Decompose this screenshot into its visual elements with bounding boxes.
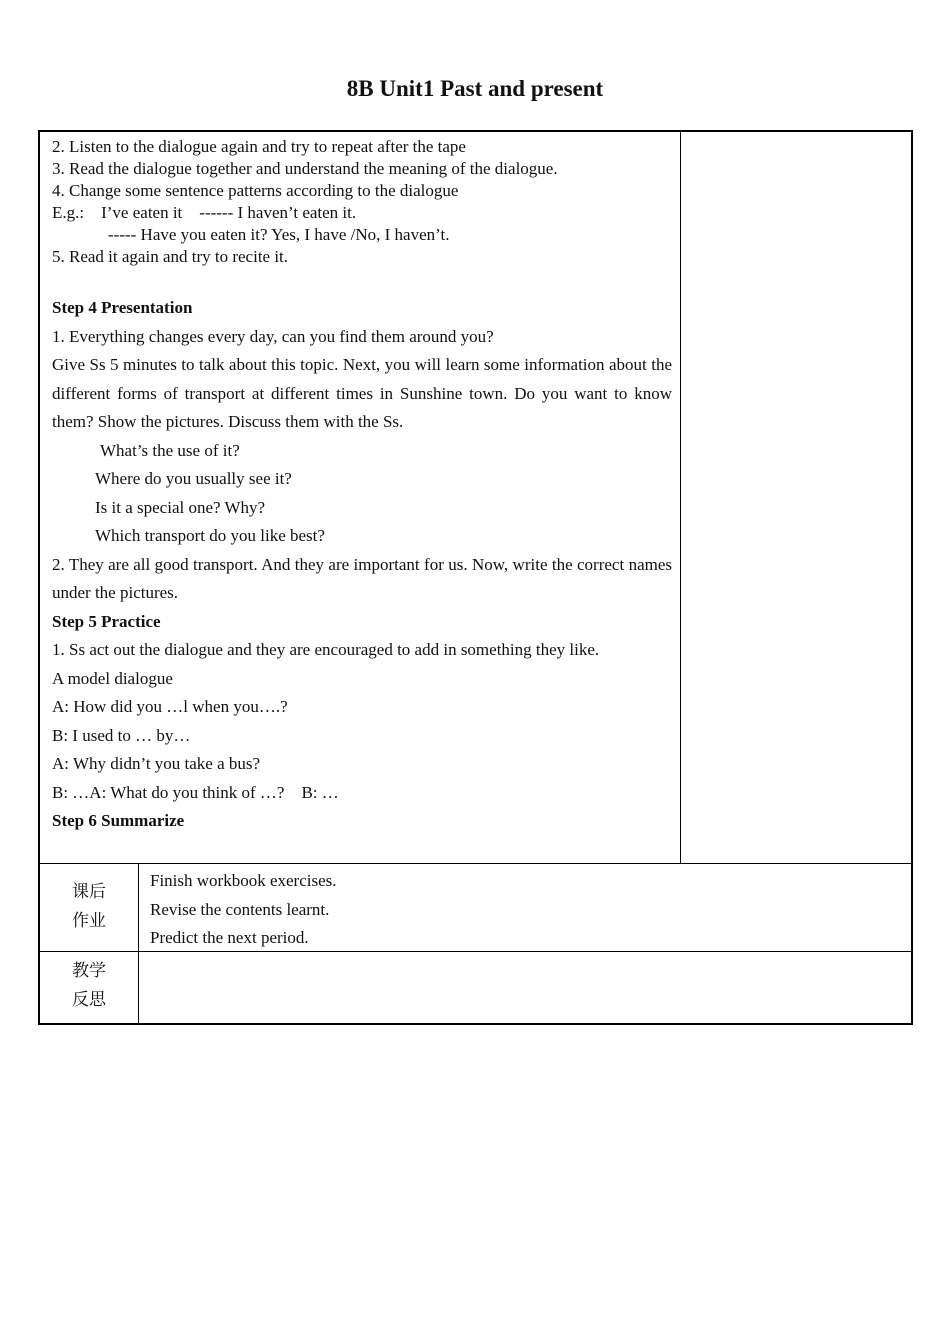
paragraph: 1. Everything changes every day, can you find them around you? (52, 326, 494, 346)
question: Which transport do you like best? (95, 526, 325, 545)
page-title: 8B Unit1 Past and present (346, 76, 604, 101)
homework-label (40, 878, 138, 936)
question: Is it a special one? Why? (95, 497, 266, 517)
step-line: 4. Change some sentence patterns according to the dialogue (52, 181, 459, 200)
dialogue-line: A: How did you …l when you….? (52, 697, 288, 716)
steps-section (52, 294, 672, 836)
step4-heading: Step 4 Presentation (52, 298, 193, 317)
dialogue-line: 1. Ss act out the dialogue and they are encouraged to add in something they like. (52, 640, 600, 659)
reflection-cell (139, 952, 911, 1023)
step5-heading: Step 5 Practice (52, 611, 161, 631)
reflection-label-line: 反思 (72, 990, 106, 1010)
dialogue-line: B: I used to … by… (52, 725, 191, 745)
question: Where do you usually see it? (95, 469, 292, 488)
step6-heading: Step 6 Summarize (52, 811, 185, 830)
procedure-cell (52, 136, 672, 836)
paragraph: Give Ss 5 minutes to talk about this topic. Next, you will learn some information about the different forms of transport at different times in Sunshine town. Do you want to know them? Show the pictures. Discuss them with the Ss. (52, 355, 672, 431)
homework-cell (150, 867, 337, 953)
dialogue-line: A: Why didn’t you take a bus? (52, 754, 261, 773)
homework-item: Predict the next period. (150, 928, 309, 947)
dialogue-line: B: …A: What do you think of …? B: … (52, 782, 339, 802)
homework-label-line: 课后 (72, 882, 106, 902)
paragraph: 2. They are all good transport. And they are important for us. Now, write the correct names under the pictures. (52, 554, 672, 602)
homework-item: Finish workbook exercises. (150, 871, 337, 890)
example-line: E.g.: I’ve eaten it ------ I haven’t eaten it. (52, 203, 357, 222)
column-divider-right (680, 132, 681, 863)
homework-label-line: 作业 (72, 911, 106, 931)
dialogue-line: A model dialogue (52, 668, 173, 688)
listening-steps (52, 136, 672, 268)
question: What’s the use of it? (100, 440, 240, 460)
step-line: 3. Read the dialogue together and understand the meaning of the dialogue. (52, 159, 558, 178)
step-line: 5. Read it again and try to recite it. (52, 247, 289, 266)
reflection-label (40, 957, 138, 1015)
example-line: ----- Have you eaten it? Yes, I have /No, I haven’t. (108, 225, 450, 244)
lesson-table (38, 130, 913, 1025)
reflection-label-line: 教学 (72, 961, 106, 981)
row-divider-homework (40, 863, 911, 864)
homework-item: Revise the contents learnt. (150, 899, 330, 919)
step-line: 2. Listen to the dialogue again and try to repeat after the tape (52, 137, 466, 156)
